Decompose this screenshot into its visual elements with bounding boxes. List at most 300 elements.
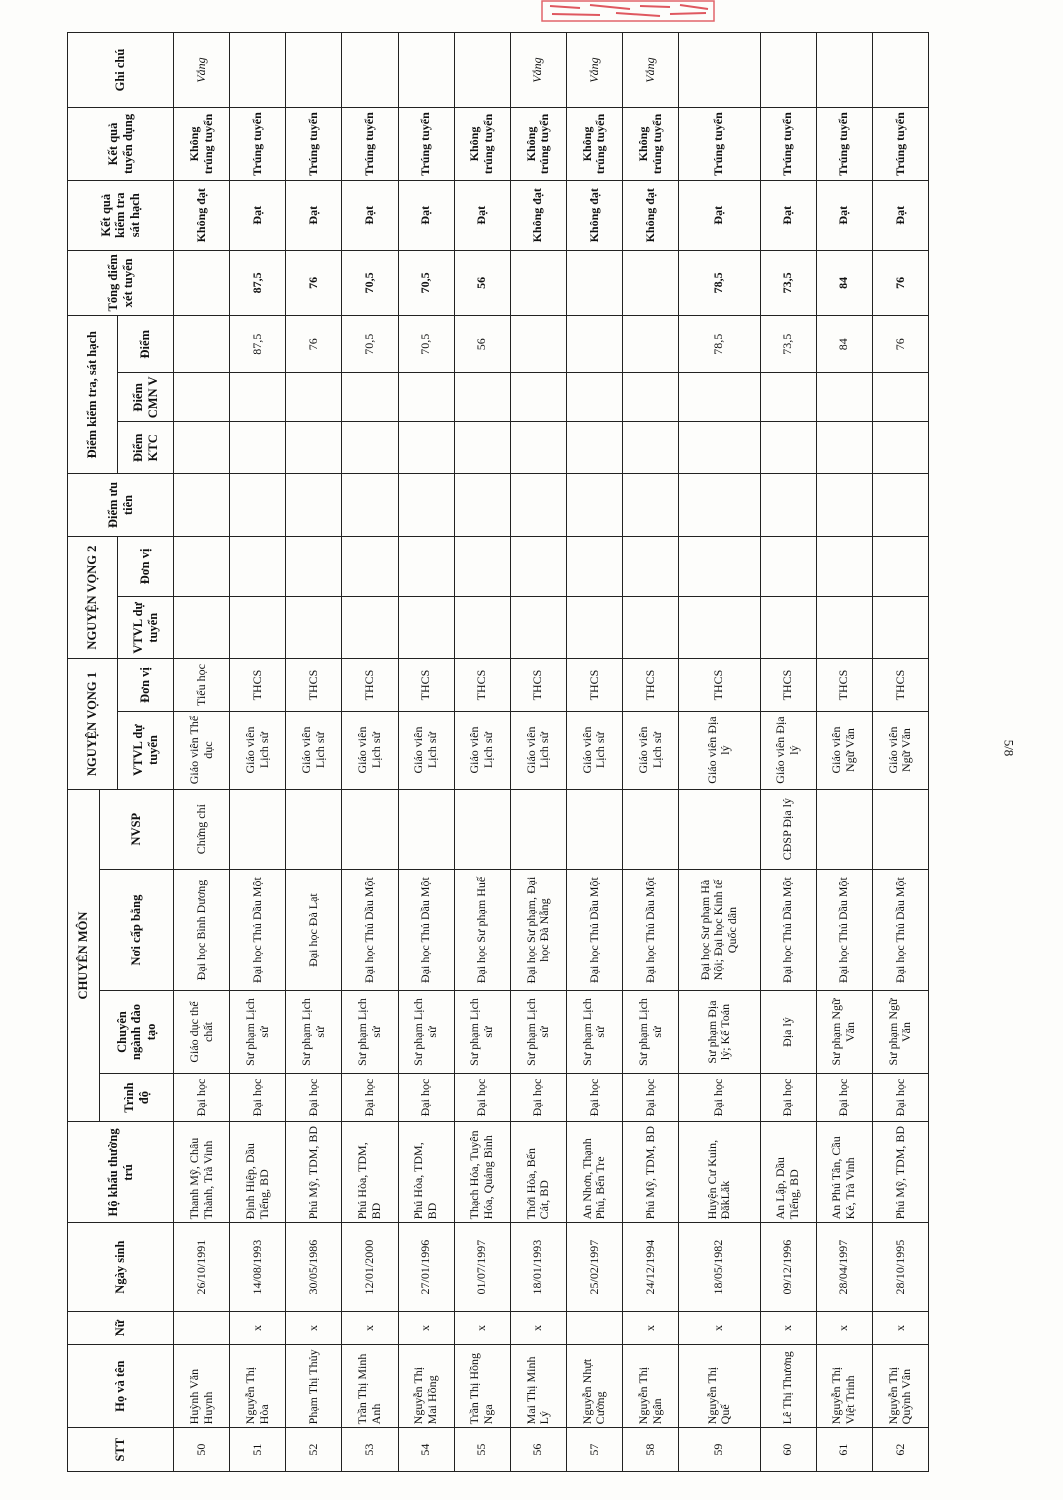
- cell-ho-ten: Lê Thị Thương: [760, 1345, 816, 1428]
- cell-ket-qua-kiem-tra: Đạt: [816, 180, 872, 250]
- cell-ket-qua-kiem-tra: Không đạt: [510, 180, 566, 250]
- cell-diem: 76: [872, 316, 928, 373]
- cell-nv1-vtvl: Giáo viên Lịch sử: [623, 711, 679, 789]
- header-ho-ten: Họ và tên: [68, 1345, 174, 1428]
- cell-nv1-vtvl: Giáo viên Lịch sử: [398, 711, 454, 789]
- cell-ngay-sinh: 18/05/1982: [679, 1223, 760, 1311]
- cell-nv2-vtvl: [679, 597, 760, 659]
- cell-ho-ten: Nguyễn Thị Ngân: [623, 1345, 679, 1428]
- cell-diem-ktc: [342, 422, 398, 474]
- cell-nu: [174, 1311, 230, 1344]
- cell-nv2-don-vi: [566, 536, 622, 596]
- cell-nv1-vtvl: Giáo viên Lịch sử: [510, 711, 566, 789]
- cell-nv2-vtvl: [566, 597, 622, 659]
- cell-nv2-don-vi: [872, 536, 928, 596]
- header-nv1-vtvl: VTVL dự tuyển: [118, 711, 174, 789]
- cell-noi-cap-bang: Đại học Thủ Dầu Một: [623, 869, 679, 991]
- cell-diem-ktc: [230, 422, 286, 474]
- cell-ghi-chu: Vắng: [174, 33, 230, 108]
- cell-ho-ten: Trần Thị Minh Anh: [342, 1345, 398, 1428]
- cell-diem-ktc: [816, 422, 872, 474]
- cell-ho-ten: Nguyễn Thị Quế: [679, 1345, 760, 1428]
- cell-ho-ten: Huỳnh Văn Huynh: [174, 1345, 230, 1428]
- cell-nv1-don-vi: Tiểu học: [174, 659, 230, 711]
- cell-nv2-vtvl: [174, 597, 230, 659]
- cell-trinh-do: Đại học: [174, 1073, 230, 1122]
- cell-chuyen-nganh: Sư phạm Địa lý; Kế Toán: [679, 991, 760, 1073]
- cell-tong-diem: [510, 250, 566, 316]
- cell-diem-cmnv: [510, 373, 566, 422]
- cell-nv2-vtvl: [342, 597, 398, 659]
- cell-diem-cmnv: [623, 373, 679, 422]
- cell-ket-qua-tuyen-dung: Trúng tuyển: [286, 108, 342, 181]
- cell-nvsp: [566, 789, 622, 869]
- red-stamp-mark: [520, 0, 720, 26]
- cell-tong-diem: [623, 250, 679, 316]
- cell-diem-uu-tien: [230, 474, 286, 536]
- cell-trinh-do: Đại học: [816, 1073, 872, 1122]
- cell-tong-diem: 73,5: [760, 250, 816, 316]
- cell-stt: 61: [816, 1428, 872, 1472]
- cell-noi-cap-bang: Đại học Thủ Dầu Một: [816, 869, 872, 991]
- cell-diem-ktc: [398, 422, 454, 474]
- cell-ket-qua-tuyen-dung: Trúng tuyển: [760, 108, 816, 181]
- cell-nu: x: [230, 1311, 286, 1344]
- cell-ho-khau: Phú Mỹ, TDM, BD: [623, 1122, 679, 1223]
- cell-nv1-vtvl: Giáo viên Ngữ Văn: [872, 711, 928, 789]
- cell-diem-uu-tien: [760, 474, 816, 536]
- cell-trinh-do: Đại học: [454, 1073, 510, 1122]
- cell-nv1-don-vi: THCS: [286, 659, 342, 711]
- cell-noi-cap-bang: Đại học Thủ Dầu Một: [760, 869, 816, 991]
- cell-ho-ten: Trần Thị Hồng Nga: [454, 1345, 510, 1428]
- header-diem-ktc: Điểm KTC: [118, 422, 174, 474]
- cell-nvsp: [454, 789, 510, 869]
- table-row: [566, 33, 622, 1472]
- cell-tong-diem: 87,5: [230, 250, 286, 316]
- cell-ho-khau: An Phú Tân, Cầu Kè, Trà Vinh: [816, 1122, 872, 1223]
- cell-stt: 52: [286, 1428, 342, 1472]
- cell-diem: [510, 316, 566, 373]
- cell-nvsp: [872, 789, 928, 869]
- cell-nv2-don-vi: [174, 536, 230, 596]
- cell-chuyen-nganh: Sư phạm Ngữ Văn: [872, 991, 928, 1073]
- cell-nv1-don-vi: THCS: [872, 659, 928, 711]
- cell-diem-ktc: [679, 422, 760, 474]
- cell-stt: 54: [398, 1428, 454, 1472]
- cell-diem-cmnv: [816, 373, 872, 422]
- cell-stt: 53: [342, 1428, 398, 1472]
- cell-noi-cap-bang: Đại học Thủ Dầu Một: [566, 869, 622, 991]
- header-nv2-don-vi: Đơn vị: [118, 536, 174, 596]
- cell-nv2-don-vi: [816, 536, 872, 596]
- cell-nv2-don-vi: [760, 536, 816, 596]
- cell-nv1-vtvl: Giáo viên Địa lý: [760, 711, 816, 789]
- cell-ngay-sinh: 01/07/1997: [454, 1223, 510, 1311]
- cell-diem-cmnv: [174, 373, 230, 422]
- cell-ho-khau: Phú Hòa, TDM, BD: [342, 1122, 398, 1223]
- cell-nvsp: [342, 789, 398, 869]
- cell-ho-khau: Phú Mỹ, TDM, BD: [872, 1122, 928, 1223]
- cell-ho-khau: An Lập, Dầu Tiếng, BD: [760, 1122, 816, 1223]
- cell-nu: x: [872, 1311, 928, 1344]
- cell-stt: 51: [230, 1428, 286, 1472]
- cell-ngay-sinh: 25/02/1997: [566, 1223, 622, 1311]
- cell-chuyen-nganh: Địa lý: [760, 991, 816, 1073]
- cell-trinh-do: Đại học: [623, 1073, 679, 1122]
- cell-ho-ten: Nguyễn Thị Quỳnh Vân: [872, 1345, 928, 1428]
- cell-diem-uu-tien: [816, 474, 872, 536]
- cell-ket-qua-tuyen-dung: Trúng tuyển: [816, 108, 872, 181]
- header-ho-khau: Hộ khẩu thường trú: [68, 1122, 174, 1223]
- cell-stt: 56: [510, 1428, 566, 1472]
- cell-nv1-don-vi: THCS: [510, 659, 566, 711]
- cell-ket-qua-tuyen-dung: Không trúng tuyển: [566, 108, 622, 181]
- cell-ghi-chu: [398, 33, 454, 108]
- table-row: [623, 33, 679, 1472]
- cell-noi-cap-bang: Đại học Sư phạm Huế: [454, 869, 510, 991]
- cell-diem: 78,5: [679, 316, 760, 373]
- cell-ket-qua-tuyen-dung: Trúng tuyển: [679, 108, 760, 181]
- cell-nv1-vtvl: Giáo viên Thể dục: [174, 711, 230, 789]
- cell-diem: 73,5: [760, 316, 816, 373]
- cell-ngay-sinh: 18/01/1993: [510, 1223, 566, 1311]
- cell-nv2-vtvl: [230, 597, 286, 659]
- cell-nv2-vtvl: [286, 597, 342, 659]
- cell-ho-khau: Thạch Hóa, Tuyên Hóa, Quảng Bình: [454, 1122, 510, 1223]
- cell-nvsp: Chứng chỉ: [174, 789, 230, 869]
- cell-chuyen-nganh: Sư phạm Lịch sử: [566, 991, 622, 1073]
- header-nu: Nữ: [68, 1311, 174, 1344]
- header-chuyen-mon: CHUYÊN MÔN: [68, 789, 100, 1122]
- cell-tong-diem: 70,5: [398, 250, 454, 316]
- cell-diem-cmnv: [342, 373, 398, 422]
- cell-ket-qua-kiem-tra: Không đạt: [566, 180, 622, 250]
- table-row: [679, 33, 760, 1472]
- cell-nvsp: [816, 789, 872, 869]
- cell-nv2-vtvl: [872, 597, 928, 659]
- cell-ho-ten: Nguyễn Nhựt Cường: [566, 1345, 622, 1428]
- cell-ket-qua-tuyen-dung: Không trúng tuyển: [454, 108, 510, 181]
- page-number: 5/8: [1001, 739, 1017, 757]
- cell-nv1-don-vi: THCS: [566, 659, 622, 711]
- cell-diem-ktc: [174, 422, 230, 474]
- cell-diem-ktc: [510, 422, 566, 474]
- cell-diem-uu-tien: [566, 474, 622, 536]
- cell-ket-qua-kiem-tra: Đạt: [230, 180, 286, 250]
- cell-nv2-don-vi: [230, 536, 286, 596]
- cell-stt: 50: [174, 1428, 230, 1472]
- cell-noi-cap-bang: Đại học Thủ Dầu Một: [872, 869, 928, 991]
- cell-chuyen-nganh: Sư phạm Lịch sử: [342, 991, 398, 1073]
- cell-ho-ten: Nguyễn Thị Mai Hồng: [398, 1345, 454, 1428]
- header-stt: STT: [68, 1428, 174, 1472]
- header-nv2-vtvl: VTVL dự tuyển: [118, 597, 174, 659]
- cell-nu: [566, 1311, 622, 1344]
- cell-ket-qua-kiem-tra: Đạt: [454, 180, 510, 250]
- cell-noi-cap-bang: Đại học Thủ Dầu Một: [342, 869, 398, 991]
- cell-chuyen-nganh: Sư phạm Lịch sử: [510, 991, 566, 1073]
- cell-ngay-sinh: 27/01/1996: [398, 1223, 454, 1311]
- cell-nvsp: [230, 789, 286, 869]
- cell-nv2-don-vi: [454, 536, 510, 596]
- rotated-table-wrapper: [67, 32, 929, 1472]
- cell-nv1-vtvl: Giáo viên Lịch sử: [230, 711, 286, 789]
- cell-chuyen-nganh: Sư phạm Lịch sử: [454, 991, 510, 1073]
- cell-trinh-do: Đại học: [760, 1073, 816, 1122]
- table-row: [230, 33, 286, 1472]
- cell-chuyen-nganh: Sư phạm Lịch sử: [623, 991, 679, 1073]
- cell-ngay-sinh: 28/04/1997: [816, 1223, 872, 1311]
- cell-nu: x: [286, 1311, 342, 1344]
- cell-chuyen-nganh: Sư phạm Lịch sử: [230, 991, 286, 1073]
- cell-diem-cmnv: [872, 373, 928, 422]
- cell-tong-diem: [566, 250, 622, 316]
- cell-nv2-don-vi: [679, 536, 760, 596]
- header-ngay-sinh: Ngày sinh: [68, 1223, 174, 1311]
- cell-noi-cap-bang: Đại học Thủ Dầu Một: [398, 869, 454, 991]
- cell-nv2-vtvl: [816, 597, 872, 659]
- cell-tong-diem: [174, 250, 230, 316]
- cell-nu: x: [816, 1311, 872, 1344]
- cell-nu: x: [398, 1311, 454, 1344]
- table-row: [760, 33, 816, 1472]
- cell-nv1-don-vi: THCS: [342, 659, 398, 711]
- cell-ho-ten: Nguyễn Thị Việt Trinh: [816, 1345, 872, 1428]
- cell-ngay-sinh: 28/10/1995: [872, 1223, 928, 1311]
- cell-ket-qua-kiem-tra: Đạt: [398, 180, 454, 250]
- cell-diem-cmnv: [566, 373, 622, 422]
- cell-noi-cap-bang: Đại học Thủ Dầu Một: [230, 869, 286, 991]
- cell-nv1-vtvl: Giáo viên Địa lý: [679, 711, 760, 789]
- cell-diem: 87,5: [230, 316, 286, 373]
- table-body: [174, 33, 929, 1472]
- header-diem-uu-tien: Điểm ưu tiên: [68, 474, 174, 536]
- cell-ho-khau: Định Hiệp, Dầu Tiếng, BD: [230, 1122, 286, 1223]
- cell-nv1-don-vi: THCS: [454, 659, 510, 711]
- cell-stt: 55: [454, 1428, 510, 1472]
- header-nvsp: NVSP: [100, 789, 174, 869]
- cell-ho-khau: An Nhơn, Thạnh Phú, Bến Tre: [566, 1122, 622, 1223]
- cell-noi-cap-bang: Đại học Đà Lạt: [286, 869, 342, 991]
- cell-ket-qua-tuyen-dung: Không trúng tuyển: [510, 108, 566, 181]
- cell-chuyen-nganh: Sư phạm Lịch sử: [286, 991, 342, 1073]
- cell-diem: 70,5: [342, 316, 398, 373]
- cell-ket-qua-kiem-tra: Đạt: [679, 180, 760, 250]
- cell-nv2-vtvl: [623, 597, 679, 659]
- cell-diem: [623, 316, 679, 373]
- cell-ghi-chu: [454, 33, 510, 108]
- cell-stt: 57: [566, 1428, 622, 1472]
- cell-tong-diem: 78,5: [679, 250, 760, 316]
- cell-diem: 84: [816, 316, 872, 373]
- cell-ngay-sinh: 14/08/1993: [230, 1223, 286, 1311]
- cell-ho-khau: Phú Mỹ, TDM, BD: [286, 1122, 342, 1223]
- cell-diem-ktc: [623, 422, 679, 474]
- cell-ghi-chu: [342, 33, 398, 108]
- cell-diem: [566, 316, 622, 373]
- cell-diem-ktc: [566, 422, 622, 474]
- header-diem-kiem-tra: Điểm kiểm tra, sát hạch: [68, 316, 118, 474]
- cell-stt: 58: [623, 1428, 679, 1472]
- cell-ket-qua-kiem-tra: Đạt: [760, 180, 816, 250]
- cell-diem-ktc: [286, 422, 342, 474]
- cell-noi-cap-bang: Đại học Sư phạm Hà Nội; Đại học Kinh tế Quốc dân: [679, 869, 760, 991]
- cell-diem-uu-tien: [286, 474, 342, 536]
- header-diem-cmnv: Điểm CMN V: [118, 373, 174, 422]
- header-ket-qua-kiem-tra: Kết quả kiểm tra sát hạch: [68, 180, 174, 250]
- cell-diem-cmnv: [679, 373, 760, 422]
- cell-ket-qua-tuyen-dung: Trúng tuyển: [342, 108, 398, 181]
- header-nguyen-vong-1: NGUYỆN VỌNG 1: [68, 659, 118, 789]
- cell-ket-qua-tuyen-dung: Trúng tuyển: [872, 108, 928, 181]
- header-ghi-chu: Ghi chú: [68, 33, 174, 108]
- cell-diem-uu-tien: [174, 474, 230, 536]
- cell-ghi-chu: [286, 33, 342, 108]
- cell-trinh-do: Đại học: [679, 1073, 760, 1122]
- cell-ket-qua-tuyen-dung: Trúng tuyển: [398, 108, 454, 181]
- cell-diem-cmnv: [286, 373, 342, 422]
- cell-ket-qua-kiem-tra: Đạt: [872, 180, 928, 250]
- cell-nvsp: [623, 789, 679, 869]
- cell-noi-cap-bang: Đại học Bình Dương: [174, 869, 230, 991]
- header-nv1-don-vi: Đơn vị: [118, 659, 174, 711]
- cell-nv1-don-vi: THCS: [230, 659, 286, 711]
- cell-nv1-don-vi: THCS: [398, 659, 454, 711]
- cell-trinh-do: Đại học: [230, 1073, 286, 1122]
- cell-nv2-vtvl: [398, 597, 454, 659]
- cell-tong-diem: 84: [816, 250, 872, 316]
- cell-ho-khau: Thanh Mỹ, Châu Thành, Trà Vinh: [174, 1122, 230, 1223]
- cell-nu: x: [679, 1311, 760, 1344]
- header-nguyen-vong-2: NGUYỆN VỌNG 2: [68, 536, 118, 659]
- header-trinh-do: Trình độ: [100, 1073, 174, 1122]
- cell-diem-uu-tien: [454, 474, 510, 536]
- cell-nv1-vtvl: Giáo viên Lịch sử: [454, 711, 510, 789]
- cell-ghi-chu: [230, 33, 286, 108]
- header-chuyen-nganh: Chuyên ngành đào tạo: [100, 991, 174, 1073]
- cell-ghi-chu: Vắng: [510, 33, 566, 108]
- cell-trinh-do: Đại học: [398, 1073, 454, 1122]
- cell-nv1-don-vi: THCS: [679, 659, 760, 711]
- cell-diem-uu-tien: [623, 474, 679, 536]
- cell-diem-uu-tien: [872, 474, 928, 536]
- cell-nvsp: CĐSP Địa lý: [760, 789, 816, 869]
- cell-ket-qua-kiem-tra: Không đạt: [623, 180, 679, 250]
- cell-trinh-do: Đại học: [286, 1073, 342, 1122]
- cell-ghi-chu: [816, 33, 872, 108]
- cell-nv1-don-vi: THCS: [816, 659, 872, 711]
- table-row: [342, 33, 398, 1472]
- cell-nu: x: [510, 1311, 566, 1344]
- cell-diem: 76: [286, 316, 342, 373]
- table-row: [816, 33, 872, 1472]
- table-row: [454, 33, 510, 1472]
- cell-nu: x: [623, 1311, 679, 1344]
- cell-ghi-chu: Vắng: [623, 33, 679, 108]
- cell-ket-qua-kiem-tra: Đạt: [286, 180, 342, 250]
- header-ket-qua-tuyen-dung: Kết quả tuyển dụng: [68, 108, 174, 181]
- cell-diem-ktc: [454, 422, 510, 474]
- header-diem: Điểm: [118, 316, 174, 373]
- cell-ho-ten: Phạm Thị Thủy: [286, 1345, 342, 1428]
- header-noi-cap-bang: Nơi cấp bằng: [100, 869, 174, 991]
- cell-trinh-do: Đại học: [342, 1073, 398, 1122]
- cell-ho-ten: Mai Thị Minh Lý: [510, 1345, 566, 1428]
- cell-nv2-vtvl: [510, 597, 566, 659]
- cell-ngay-sinh: 26/10/1991: [174, 1223, 230, 1311]
- cell-ghi-chu: [760, 33, 816, 108]
- cell-ho-ten: Nguyễn Thị Hòa: [230, 1345, 286, 1428]
- cell-stt: 59: [679, 1428, 760, 1472]
- cell-ngay-sinh: 30/05/1986: [286, 1223, 342, 1311]
- cell-chuyen-nganh: Sư phạm Ngữ Văn: [816, 991, 872, 1073]
- cell-diem-uu-tien: [342, 474, 398, 536]
- cell-nu: x: [342, 1311, 398, 1344]
- cell-ghi-chu: [872, 33, 928, 108]
- cell-nvsp: [679, 789, 760, 869]
- cell-nv1-don-vi: THCS: [623, 659, 679, 711]
- cell-trinh-do: Đại học: [872, 1073, 928, 1122]
- table-row: [872, 33, 928, 1472]
- cell-ngay-sinh: 09/12/1996: [760, 1223, 816, 1311]
- cell-chuyen-nganh: Sư phạm Lịch sử: [398, 991, 454, 1073]
- cell-trinh-do: Đại học: [566, 1073, 622, 1122]
- cell-ket-qua-tuyen-dung: Không trúng tuyển: [174, 108, 230, 181]
- cell-nv1-don-vi: THCS: [760, 659, 816, 711]
- cell-tong-diem: 76: [872, 250, 928, 316]
- cell-nu: x: [454, 1311, 510, 1344]
- cell-ho-khau: Phú Hòa, TDM, BD: [398, 1122, 454, 1223]
- cell-nv2-don-vi: [286, 536, 342, 596]
- cell-diem-ktc: [872, 422, 928, 474]
- cell-noi-cap-bang: Đại học Sư phạm, Đại học Đà Nẵng: [510, 869, 566, 991]
- cell-nv1-vtvl: Giáo viên Lịch sử: [566, 711, 622, 789]
- cell-ngay-sinh: 24/12/1994: [623, 1223, 679, 1311]
- cell-nv2-don-vi: [623, 536, 679, 596]
- table-row: [286, 33, 342, 1472]
- cell-diem-ktc: [760, 422, 816, 474]
- cell-diem-uu-tien: [510, 474, 566, 536]
- cell-nvsp: [510, 789, 566, 869]
- cell-diem: [174, 316, 230, 373]
- cell-nv2-don-vi: [398, 536, 454, 596]
- cell-tong-diem: 76: [286, 250, 342, 316]
- cell-ket-qua-tuyen-dung: Trúng tuyển: [230, 108, 286, 181]
- cell-ket-qua-kiem-tra: Đạt: [342, 180, 398, 250]
- cell-diem-cmnv: [760, 373, 816, 422]
- cell-nv2-don-vi: [510, 536, 566, 596]
- cell-stt: 60: [760, 1428, 816, 1472]
- table-row: [510, 33, 566, 1472]
- cell-ket-qua-kiem-tra: Không đạt: [174, 180, 230, 250]
- cell-stt: 62: [872, 1428, 928, 1472]
- cell-diem-cmnv: [454, 373, 510, 422]
- table-row: [398, 33, 454, 1472]
- cell-nv2-don-vi: [342, 536, 398, 596]
- cell-diem: 56: [454, 316, 510, 373]
- cell-nvsp: [286, 789, 342, 869]
- cell-chuyen-nganh: Giáo dục thể chất: [174, 991, 230, 1073]
- cell-tong-diem: 56: [454, 250, 510, 316]
- cell-diem-uu-tien: [398, 474, 454, 536]
- cell-ghi-chu: Vắng: [566, 33, 622, 108]
- cell-diem-uu-tien: [679, 474, 760, 536]
- results-table: [67, 32, 929, 1472]
- cell-nv1-vtvl: Giáo viên Ngữ Văn: [816, 711, 872, 789]
- cell-ghi-chu: [679, 33, 760, 108]
- cell-nv1-vtvl: Giáo viên Lịch sử: [342, 711, 398, 789]
